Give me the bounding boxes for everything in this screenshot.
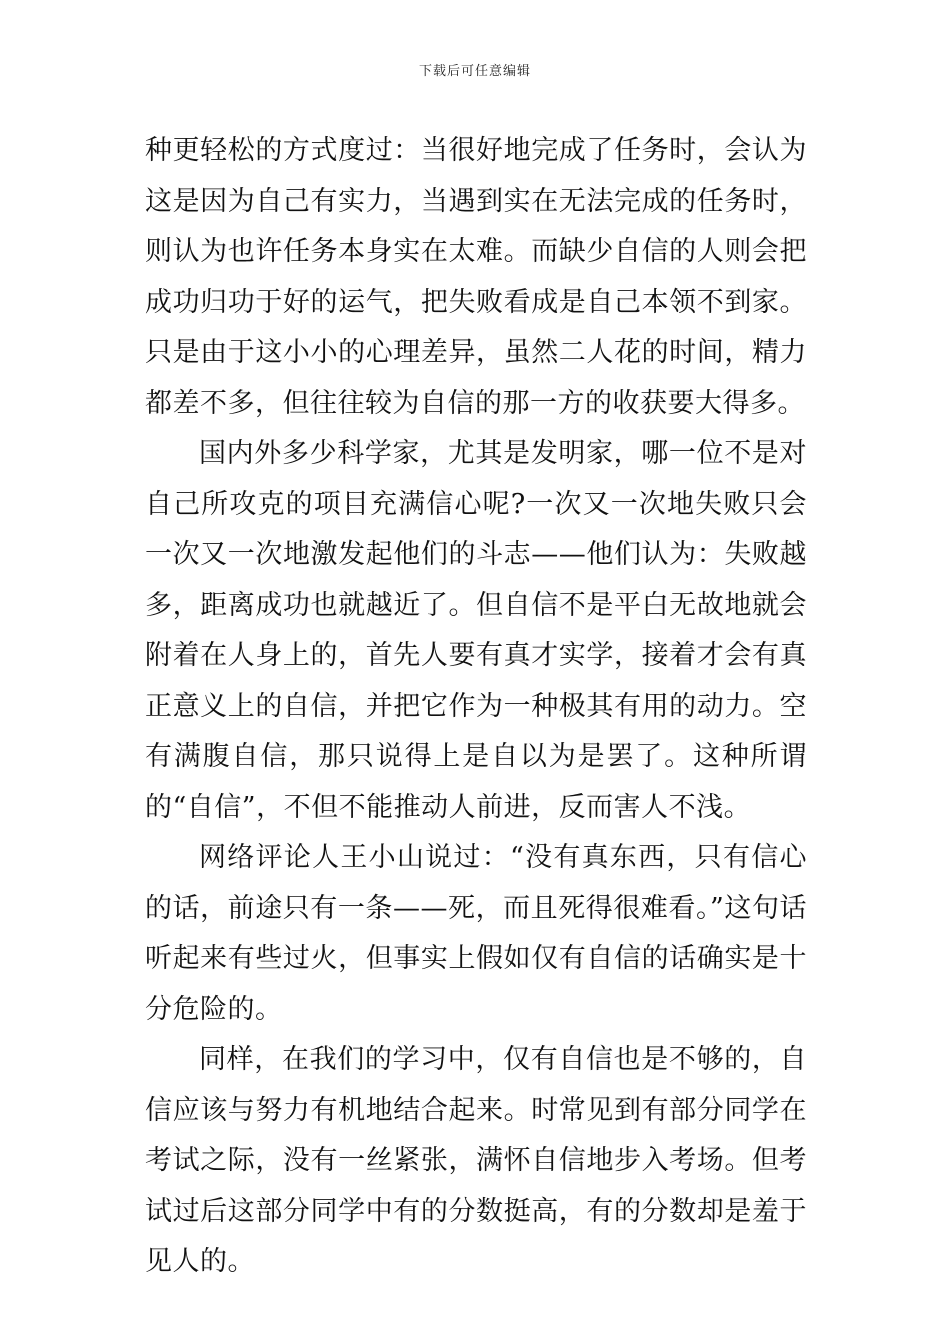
paragraph-study: 同样，在我们的学习中，仅有自信也是不够的，自信应该与努力有机地结合起来。时常见到有部分同学在考试之际，没有一丝紧张，满怀自信地步入考场。但考试过后这部分同学中有的分数挺高，有的分数却是羞于见人的。 [145,1044,807,1277]
paragraph-continuation: 种更轻松的方式度过：当很好地完成了任务时，会认为这是因为自己有实力，当遇到实在无法完成的任务时，则认为也许任务本身实在太难。而缺少自信的人则会把成功归功于好的运气，把失败看成是自己本领不到家。只是由于这小小的心理差异，虽然二人花的时间，精力都差不多，但往往较为自信的那一方的收获要大得多。 [145,135,807,419]
paragraph-scientists: 国内外多少科学家，尤其是发明家，哪一位不是对自己所攻克的项目充满信心呢?一次又一次地失败只会一次又一次地激发起他们的斗志——他们认为：失败越多，距离成功也就越近了。但自信不是平白无故地就会附着在人身上的，首先人要有真才实学，接着才会有真正意义上的自信，并把它作为一种极其有用的动力。空有满腹自信，那只说得上是自以为是罢了。这种所谓的“自信”，不但不能推动人前进，反而害人不浅。 [145,438,807,823]
document-body [145,126,807,1288]
paragraph-quote: 网络评论人王小山说过：“没有真东西，只有信心的话，前途只有一条——死，而且死得很难看。”这句话听起来有些过火，但事实上假如仅有自信的话确实是十分危险的。 [145,842,807,1025]
page-header: 下载后可任意编辑 [418,64,531,79]
